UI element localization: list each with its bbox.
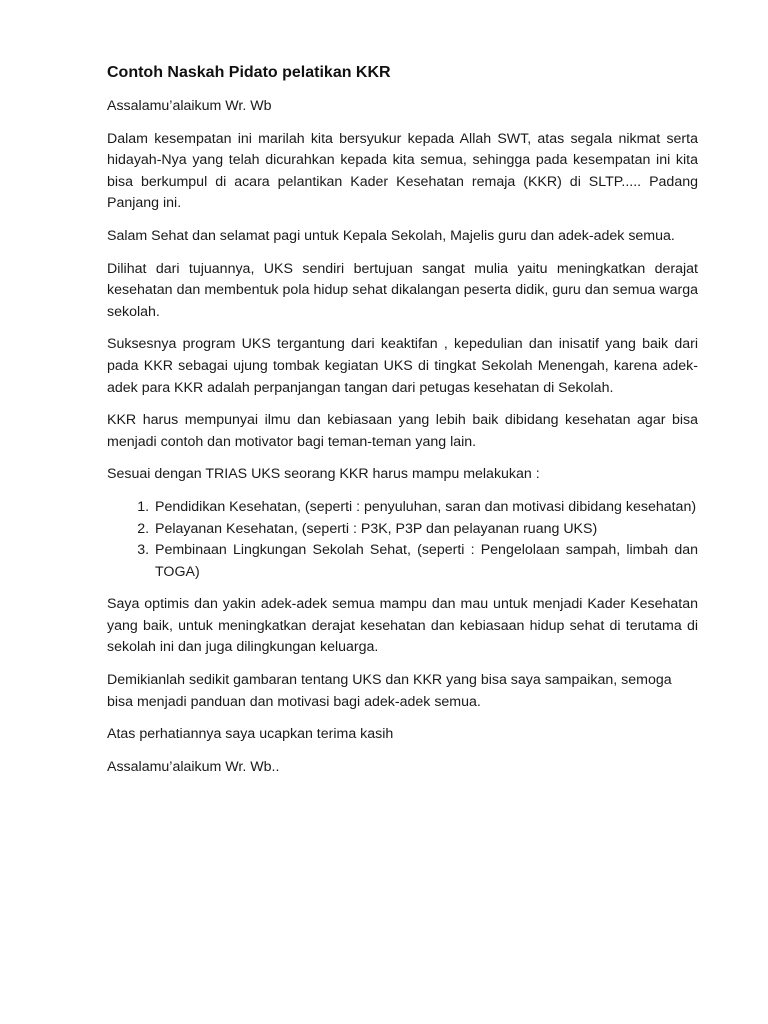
document-title: Contoh Naskah Pidato pelatikan KKR bbox=[107, 64, 391, 81]
paragraph-trias-intro: Sesuai dengan TRIAS UKS seorang KKR harus mampu melakukan : bbox=[107, 466, 540, 483]
opening-greeting: Assalamu’alaikum Wr. Wb bbox=[107, 98, 272, 114]
list-item: 3. Pembinaan Lingkungan Sekolah Sehat, (seperti : Pengelolaan sampah, limbah dan TOGA) bbox=[153, 540, 698, 583]
trias-uks-list bbox=[107, 497, 698, 583]
list-item: 2. Pelayanan Kesehatan, (seperti : P3K, P3P dan pelayanan ruang UKS) bbox=[153, 519, 698, 541]
document-page bbox=[107, 62, 698, 789]
paragraph-uks-success: Suksesnya program UKS tergantung dari keaktifan , kepedulian dan inisatif yang baik dari pada KKR sebagai ujung tombak kegiatan UKS di tingkat Sekolah Menengah, karena adek-adek para KKR adalah perpanjangan tangan dari petugas kesehatan di Sekolah. bbox=[107, 336, 698, 396]
paragraph-gratitude: Dalam kesempatan ini marilah kita bersyukur kepada Allah SWT, atas segala nikmat serta hidayah-Nya yang telah dicurahkan kepada kita semua, sehingga pada kesempatan ini kita bisa berkumpul di acara pelantikan Kader Kesehatan remaja (KKR) di SLTP..... Padang Panjang ini. bbox=[107, 130, 698, 212]
paragraph-salutation: Salam Sehat dan selamat pagi untuk Kepala Sekolah, Majelis guru dan adek-adek semua. bbox=[107, 227, 675, 244]
paragraph-thanks: Atas perhatiannya saya ucapkan terima kasih bbox=[107, 726, 394, 743]
list-item: 1. Pendidikan Kesehatan, (seperti : penyuluhan, saran dan motivasi dibidang kesehatan) bbox=[153, 497, 698, 519]
paragraph-optimism: Saya optimis dan yakin adek-adek semua mampu dan mau untuk menjadi Kader Kesehatan yang baik, untuk meningkatkan derajat kesehatan dan kebiasaan hidup sehat di terutama di sekolah ini dan juga dilingkungan keluarga. bbox=[107, 596, 698, 656]
paragraph-kkr-role: KKR harus mempunyai ilmu dan kebiasaan yang lebih baik dibidang kesehatan agar bisa menjadi contoh dan motivator bagi teman-teman yang lain. bbox=[107, 412, 698, 450]
closing-greeting: Assalamu’alaikum Wr. Wb.. bbox=[107, 758, 280, 775]
paragraph-conclusion: Demikianlah sedikit gambaran tentang UKS dan KKR yang bisa saya sampaikan, semoga bisa menjadi panduan dan motivasi bagi adek-adek semua. bbox=[107, 672, 672, 710]
paragraph-uks-purpose: Dilihat dari tujuannya, UKS sendiri bertujuan sangat mulia yaitu meningkatkan derajat kesehatan dan membentuk pola hidup sehat dikalangan peserta didik, guru dan semua warga sekolah. bbox=[107, 260, 698, 320]
